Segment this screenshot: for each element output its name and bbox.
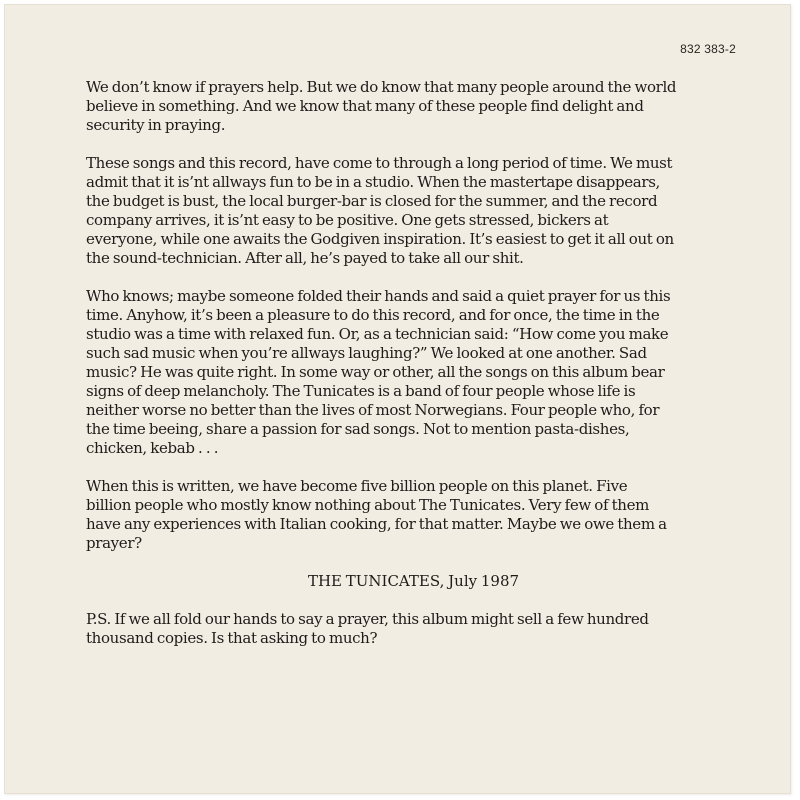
paragraph-five-billion: When this is written, we have become five billion people on this planet. Five billion people who mostly know nothing about The Tunicates. Very few of them have any experiences with Italian cooking, for that matter. Maybe we owe them a prayer? [86,477,667,552]
paragraph-recording: These songs and this record, have come to through a long period of time. We must admit that it is’nt allways fun to be in a studio. When the mastertape disappears, the budget is bust, the local burger-bar is closed for the summer, and the record company arrives, it is’nt easy to be positive. One gets stressed, bickers at everyone, while one awaits the Godgiven inspiration. It’s easiest to get it all out on the sound-technician. After all, he’s payed to take all our shit. [86,154,674,267]
signature-line: THE TUNICATES, July 1987 [307,572,520,590]
paragraph-prayers: We don’t know if prayers help. But we do know that many people around the world believe in something. And we know that many of these people find delight and security in praying. [86,78,677,134]
postscript: P.S. If we all fold our hands to say a prayer, this album might sell a few hundred thousand copies. Is that asking to much? [86,610,649,647]
liner-notes-text [86,78,741,667]
catalog-number: 832 383-2 [680,42,736,56]
liner-notes-page [4,4,791,794]
paragraph-melancholy: Who knows; maybe someone folded their hands and said a quiet prayer for us this time. Anyhow, it’s been a pleasure to do this record, and for once, the time in the studio was a time with relaxed fun. Or, as a technician said: “How come you make such sad music when you’re allways laughing?” We looked at one another. Sad music? He was quite right. In some way or other, all the songs on this album bear signs of deep melancholy. The Tunicates is a band of four people whose life is neither worse no better than the lives of most Norwegians. Four people who, for the time beeing, share a passion for sad songs. Not to mention pasta-dishes, chicken, kebab . . . [86,287,671,457]
